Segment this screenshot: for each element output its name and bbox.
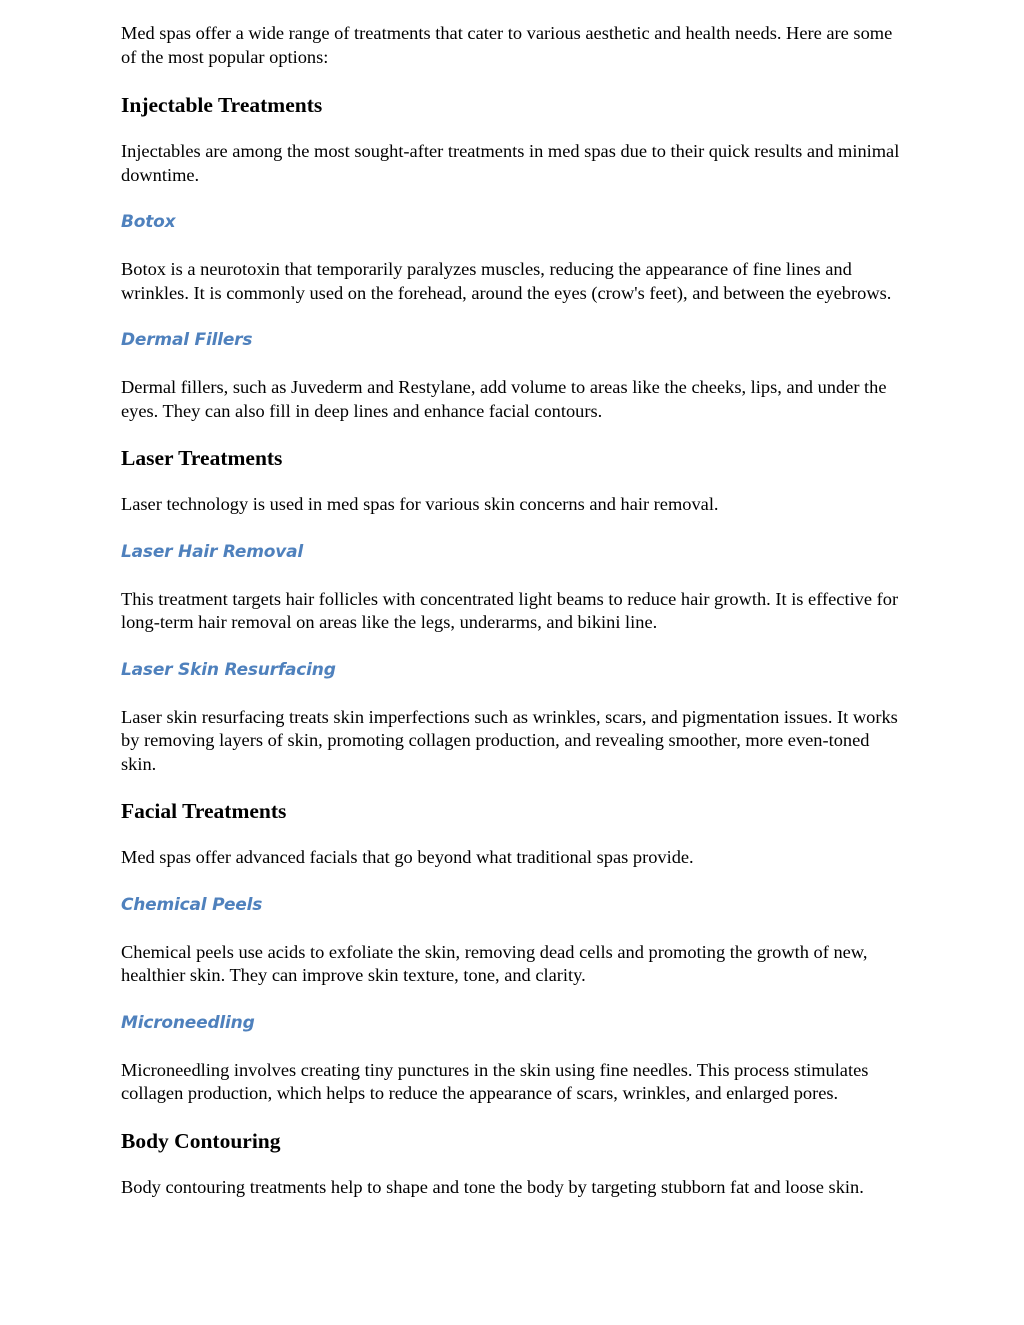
subsection-heading-laser-skin-resurfacing: Laser Skin Resurfacing <box>121 659 336 680</box>
section-intro-injectable-treatments: Injectables are among the most sought-after treatments in med spas due to their quick results and minimal downtime. <box>121 141 900 185</box>
document-page <box>121 22 906 1199</box>
subsection-body-dermal-fillers: Dermal fillers, such as Juvederm and Restylane, add volume to areas like the cheeks, lips, and under the eyes. They can also fill in deep lines and enhance facial contours. <box>121 377 887 421</box>
subsection-body-botox: Botox is a neurotoxin that temporarily paralyzes muscles, reducing the appearance of fine lines and wrinkles. It is commonly used on the forehead, around the eyes (crow's feet), and between the eyebrows. <box>121 259 892 303</box>
section-heading-laser-treatments: Laser Treatments <box>121 446 283 470</box>
section-intro-laser-treatments: Laser technology is used in med spas for various skin concerns and hair removal. <box>121 494 719 514</box>
section-heading-injectable-treatments: Injectable Treatments <box>121 93 323 117</box>
section-intro-body-contouring: Body contouring treatments help to shape and tone the body by targeting stubborn fat and loose skin. <box>121 1176 864 1197</box>
subsection-heading-chemical-peels: Chemical Peels <box>121 894 263 915</box>
subsection-body-chemical-peels: Chemical peels use acids to exfoliate the skin, removing dead cells and promoting the growth of new, healthier skin. They can improve skin texture, tone, and clarity. <box>121 941 868 985</box>
subsection-heading-dermal-fillers: Dermal Fillers <box>121 330 253 350</box>
section-intro-facial-treatments: Med spas offer advanced facials that go beyond what traditional spas provide. <box>121 847 694 867</box>
intro-paragraph: Med spas offer a wide range of treatments that cater to various aesthetic and health needs. Here are some of the most popular options: <box>121 23 893 67</box>
subsection-body-microneedling: Microneedling involves creating tiny punctures in the skin using fine needles. This process stimulates collagen production, which helps to reduce the appearance of scars, wrinkles, and enlarged pores. <box>121 1059 869 1103</box>
subsection-heading-botox: Botox <box>121 212 176 232</box>
subsection-body-laser-skin-resurfacing: Laser skin resurfacing treats skin imperfections such as wrinkles, scars, and pigmentation issues. It works by removing layers of skin, promoting collagen production, and revealing smoother, more even-toned skin. <box>121 706 898 774</box>
section-heading-facial-treatments: Facial Treatments <box>121 799 287 823</box>
subsection-heading-laser-hair-removal: Laser Hair Removal <box>121 541 304 562</box>
subsection-body-laser-hair-removal: This treatment targets hair follicles with concentrated light beams to reduce hair growth. It is effective for long-term hair removal on areas like the legs, underarms, and bikini line. <box>121 588 899 632</box>
subsection-heading-microneedling: Microneedling <box>121 1012 255 1033</box>
section-heading-body-contouring: Body Contouring <box>121 1128 281 1153</box>
